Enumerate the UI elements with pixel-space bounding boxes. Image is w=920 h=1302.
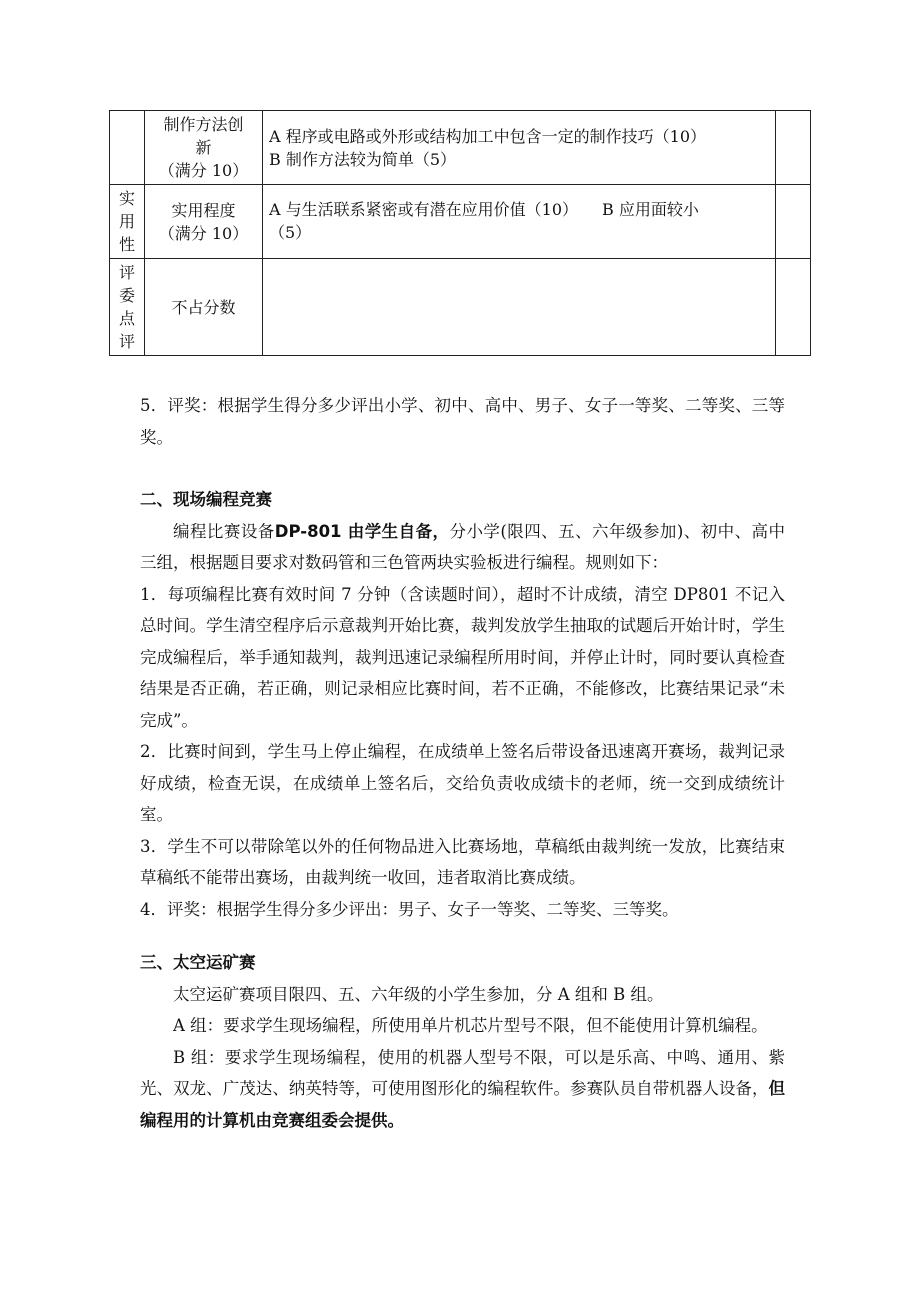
rule-paragraph: 4．评奖：根据学生得分多少评出：男子、女子一等奖、二等奖、三等奖。: [140, 899, 679, 919]
rule-paragraph: 3．学生不可以带除笔以外的任何物品进入比赛场地，草稿纸由裁判统一发放，比赛结束草稿纸不能带出赛场，由裁判统一收回，违者取消比赛成绩。: [140, 836, 785, 887]
award-paragraph: 5．评奖：根据学生得分多少评出小学、初中、高中、男子、女子一等奖、二等奖、三等奖。: [140, 396, 785, 447]
body-paragraph: 太空运矿赛项目限四、五、六年级的小学生参加，分 A 组和 B 组。: [173, 984, 664, 1004]
criterion-line: （满分 10）: [158, 223, 249, 243]
criterion-cell: [145, 111, 263, 185]
scoring-table: [109, 110, 811, 356]
category-cell: [110, 111, 145, 185]
description-line: A 程序或电路或外形或结构加工中包含一定的制作技巧（10）: [269, 126, 707, 146]
body-paragraph: [140, 1042, 785, 1137]
score-cell: [776, 111, 811, 185]
intro-text: 编程比赛设备: [173, 521, 275, 541]
intro-bold-text: DP-801 由学生自备，: [274, 521, 450, 541]
category-cell: [110, 185, 145, 259]
category-char: 实: [118, 189, 135, 208]
criterion-line: 新: [195, 138, 212, 157]
section-heading: 二、现场编程竞赛: [140, 490, 272, 509]
description-cell: [263, 185, 776, 259]
description-line: （5）: [269, 223, 312, 242]
criterion-cell: [145, 185, 263, 259]
description-cell: [263, 111, 776, 185]
rule-paragraph: 2．比赛时间到，学生马上停止编程，在成绩单上签名后带设备迅速离开赛场，裁判记录好成绩，检查无误，在成绩单上签名后，交给负责收成绩卡的老师，统一交到成绩统计室。: [140, 742, 785, 824]
description-line: B 制作方法较为简单（5）: [269, 149, 457, 169]
body-text: B 组：要求学生现场编程，使用的机器人型号不限，可以是乐高、中鸣、通用、紫光、双龙、广茂达、纳英特等，可使用图形化的编程软件。参赛队员自带机器人设备，: [140, 1047, 785, 1098]
description-line: A 与生活联系紧密或有潜在应用价值（10） B 应用面较小: [269, 200, 699, 219]
table-row: [110, 259, 811, 356]
section-heading: 三、太空运矿赛: [140, 953, 256, 972]
criterion-cell: [145, 259, 263, 356]
category-char: 评: [118, 263, 135, 282]
table-row: [110, 185, 811, 259]
criterion-line: 不占分数: [171, 297, 236, 317]
intro-text-rest: 分小学(限四、五、六年级参加)、初中、高中三组，根据题目要求对数码管和三色管两块实验板进行编程。规则如下：: [140, 521, 785, 572]
criterion-line: 制作方法创: [163, 115, 244, 134]
score-cell: [776, 185, 811, 259]
score-cell: [776, 259, 811, 356]
rule-paragraph: 1．每项编程比赛有效时间 7 分钟（含读题时间），超时不计成绩，清空 DP801 不记入总时间。学生清空程序后示意裁判开始比赛，裁判发放学生抽取的试题后开始计时，学生完成编程后，举手通知裁判，裁判迅速记录编程所用时间，并停止计时，同时要认真检查结果是否正确，若正确，则记录相应比赛时间，若不正确，不能修改，比赛结果记录“未完成”。: [140, 584, 785, 730]
category-char: 委: [118, 286, 135, 305]
table-row: [110, 111, 811, 185]
category-char: 用: [118, 212, 135, 231]
category-char: 评: [118, 332, 135, 351]
description-cell: [263, 259, 776, 356]
category-cell: [110, 259, 145, 356]
intro-paragraph: [140, 516, 785, 579]
body-paragraph: A 组：要求学生现场编程，所使用单片机芯片型号不限，但不能使用计算机编程。: [173, 1016, 768, 1035]
space-mining-section: [140, 947, 785, 1136]
programming-contest-section: [140, 484, 785, 925]
category-char: 性: [118, 235, 135, 254]
body-bold-text: 但编程用的计算机由竞赛组委会提供。: [140, 1079, 785, 1130]
criterion-line: （满分 10）: [158, 161, 249, 180]
category-char: 点: [118, 309, 135, 328]
criterion-line: 实用程度: [171, 200, 236, 220]
award-section: [140, 390, 785, 453]
